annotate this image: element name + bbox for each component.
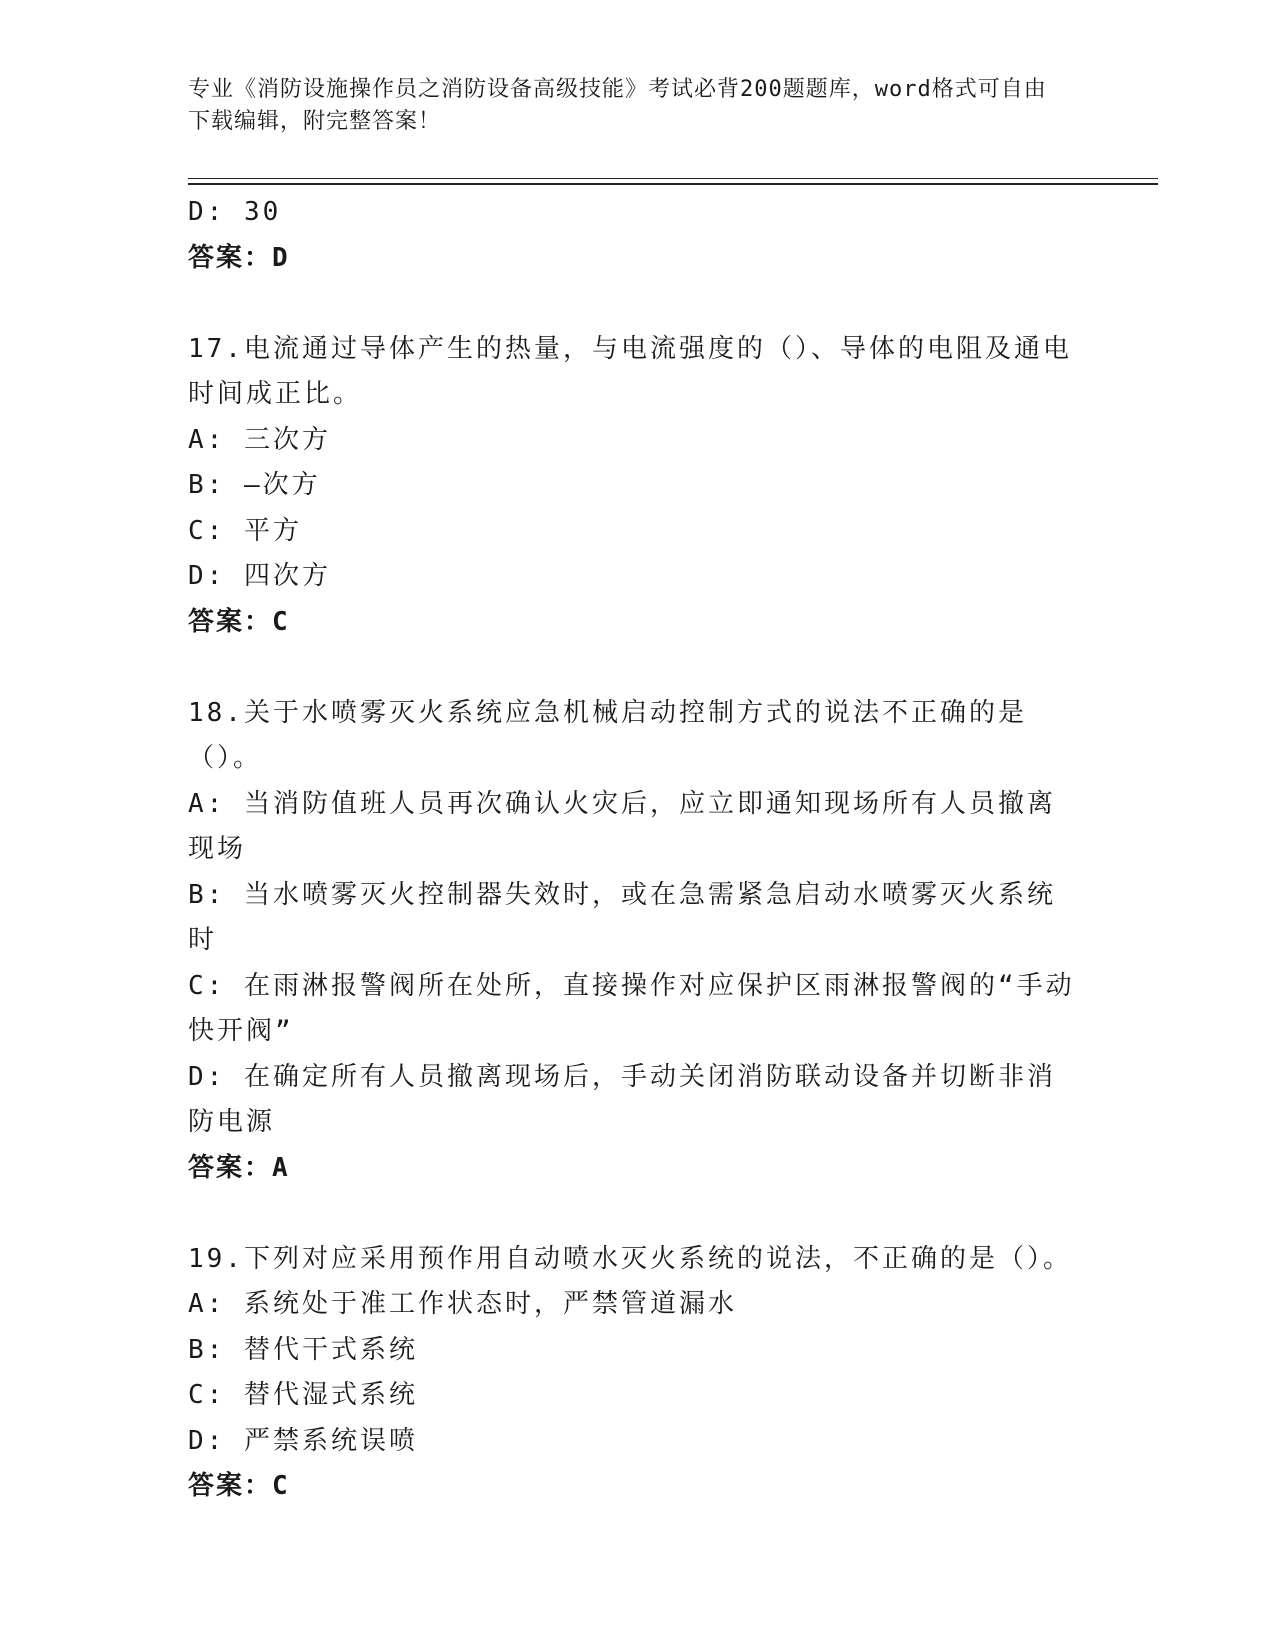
- spacer: [188, 1191, 1078, 1237]
- document-header: [188, 74, 1068, 138]
- question-text: 17.电流通过导体产生的热量，与电流强度的（）、导体的电阻及通电时间成正比。: [188, 333, 1072, 409]
- option-b: B: 当水喷雾灭火控制器失效时，或在急需紧急启动水喷雾灭火系统时: [188, 879, 1056, 955]
- question-19: [188, 1237, 1078, 1510]
- spacer: [188, 281, 1078, 327]
- option-a: A: 三次方: [188, 424, 331, 455]
- option-a: A: 当消防值班人员再次确认火灾后，应立即通知现场所有人员撤离现场: [188, 788, 1056, 864]
- question-text: 19.下列对应采用预作用自动喷水灭火系统的说法，不正确的是（）。: [188, 1243, 1072, 1274]
- question-18: [188, 691, 1078, 1192]
- option-a: A: 系统处于准工作状态时，严禁管道漏水: [188, 1289, 737, 1319]
- answer-label: 答案：D: [188, 242, 290, 273]
- spacer: [188, 645, 1078, 691]
- header-title: 专业《消防设施操作员之消防设备高级技能》考试必背200题题库，word格式可自由下载编辑，附完整答案！: [188, 77, 1047, 134]
- option-d: D: 四次方: [188, 561, 331, 591]
- option-d: D: 30: [188, 197, 282, 227]
- option-d: D: 严禁系统误喷: [188, 1425, 418, 1456]
- question-17: [188, 327, 1078, 646]
- option-c: C: 平方: [188, 515, 302, 546]
- previous-question-tail: [188, 190, 1078, 281]
- answer-label: 答案：C: [188, 1471, 290, 1501]
- answer-label: 答案：C: [188, 606, 290, 637]
- document-content: [188, 190, 1078, 1510]
- option-d: D: 在确定所有人员撤离现场后，手动关闭消防联动设备并切断非消防电源: [188, 1061, 1056, 1137]
- option-c: C: 在雨淋报警阀所在处所，直接操作对应保护区雨淋报警阀的“手动快开阀”: [188, 970, 1075, 1046]
- option-b: B: 替代干式系统: [188, 1334, 418, 1365]
- option-c: C: 替代湿式系统: [188, 1380, 418, 1410]
- header-divider-thick: [188, 183, 1158, 185]
- question-text: 18.关于水喷雾灭火系统应急机械启动控制方式的说法不正确的是（）。: [188, 697, 1027, 773]
- answer-label: 答案：A: [188, 1152, 290, 1183]
- option-b: B: —次方: [188, 470, 321, 500]
- header-divider-thin: [188, 178, 1158, 179]
